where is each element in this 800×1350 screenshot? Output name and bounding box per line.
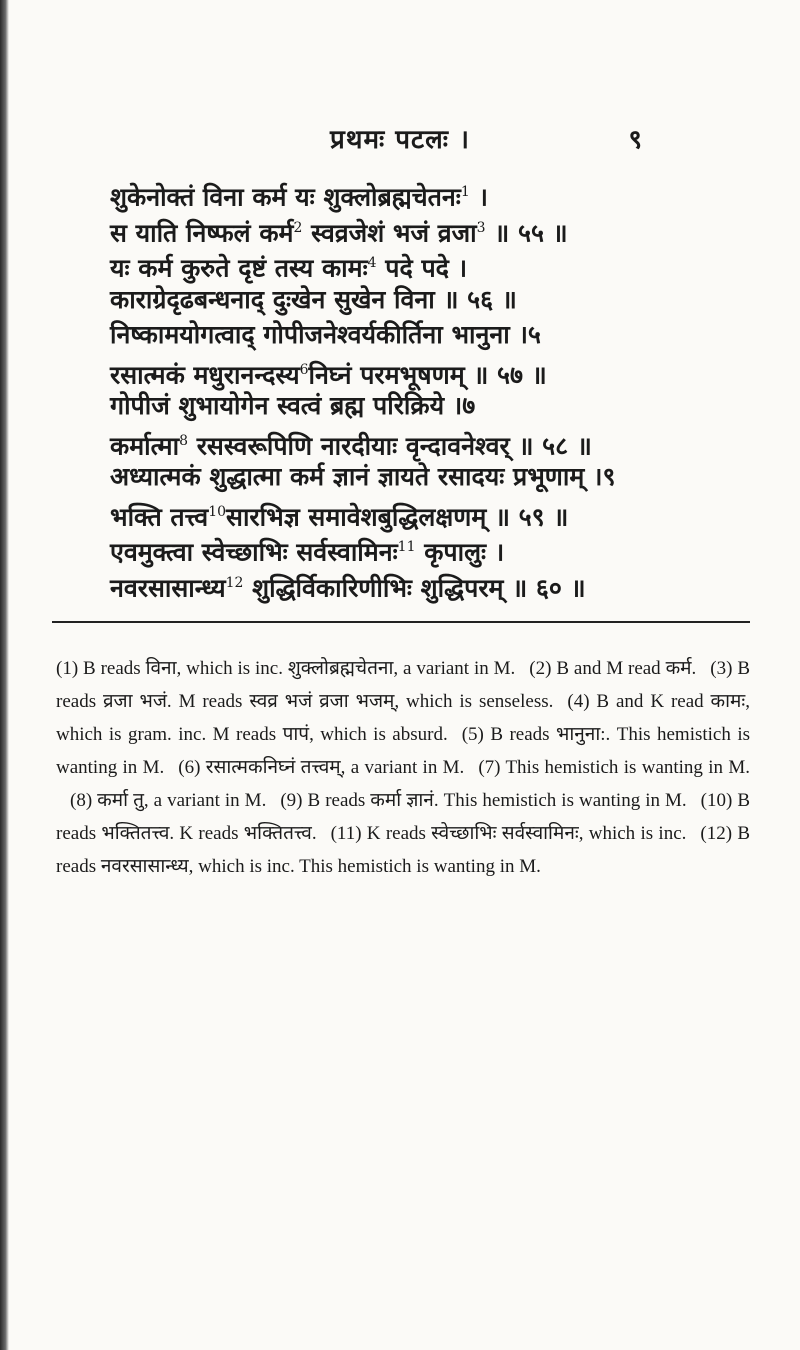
footnote: (8) कर्मा तु, a variant in M. xyxy=(70,790,267,811)
verse-block xyxy=(110,175,710,601)
verse-text: नवरसासान्ध्य xyxy=(110,572,226,602)
footnote-ref: 11 xyxy=(397,539,416,555)
verse-text: निष्कामयोगत्वाद् गोपीजनेश्वर्यकीर्तिना भानुना xyxy=(110,320,510,349)
footnote: (3) B reads व्रजा भजं. M reads स्वव्र भजं व्रजा भजम्, which is senseless. xyxy=(56,658,750,712)
footnotes xyxy=(56,652,750,883)
verse-text-cont: शुद्धिर्विकारिणीभिः शुद्धिपरम् xyxy=(243,572,504,602)
footnote-ref: 2 xyxy=(293,219,303,236)
verse-end-mark: ॥ ६० ॥ xyxy=(503,572,586,602)
footnote-ref: 10 xyxy=(208,503,227,520)
verse-line xyxy=(110,282,710,318)
footnote-divider xyxy=(52,621,750,623)
verse-end-mark: पदे पदे । xyxy=(376,253,468,283)
footnote: (1) B reads विना, which is inc. शुक्लोब्रह्मचेतना, a variant in M. xyxy=(56,658,516,679)
verse-text: एवमुक्त्वा स्वेच्छाभिः सर्वस्वामिनः xyxy=(110,537,398,567)
verse-text: कर्मात्मा xyxy=(110,430,180,460)
verse-text: अध्यात्मकं शुद्धात्मा कर्म ज्ञानं ज्ञायते रसादयः प्रभूणाम् xyxy=(110,462,585,491)
footnote: (11) K reads स्वेच्छाभिः सर्वस्वामिनः, which is inc. xyxy=(330,823,687,844)
verse-line xyxy=(110,246,710,282)
footnote: (2) B and M read कर्म. xyxy=(529,658,697,679)
footnote: (7) This hemistich is wanting in M. xyxy=(478,757,750,778)
verse-text-cont: निघ्नं परमभूषणम् xyxy=(308,359,465,389)
verse-end-mark: ॥ ५८ ॥ xyxy=(509,430,592,460)
verse-line xyxy=(110,317,710,353)
page-number: ९ xyxy=(628,125,642,155)
verse-line xyxy=(110,175,710,211)
verse-line xyxy=(110,459,710,495)
verse-end-mark: । xyxy=(469,182,488,212)
footnote: (12) B reads नवरसासान्ध्य, which is inc. This hemistich is wanting in M. xyxy=(56,823,751,877)
footnote: (10) B reads भक्तितत्त्व. K reads भक्तितत्त्व. xyxy=(56,790,751,844)
footnote-ref: 6 xyxy=(299,361,309,378)
verse-text: भक्ति तत्त्व xyxy=(110,501,209,531)
verse-end-mark: ॥ ५५ ॥ xyxy=(485,217,568,247)
verse-line xyxy=(110,530,710,566)
verse-text: यः कर्म कुरुते दृष्टं तस्य कामः xyxy=(110,253,368,283)
verse-text: गोपीजं शुभायोगेन स्वत्वं ब्रह्म परिक्रिये xyxy=(110,391,445,420)
verse-line xyxy=(110,424,710,460)
verse-text: स याति निष्फलं कर्म xyxy=(110,217,294,247)
verse-end-mark: ।५ xyxy=(509,320,541,349)
page-title: प्रथमः पटलः । xyxy=(330,125,470,155)
footnote-ref: 4 xyxy=(367,255,377,271)
verse-end-mark: ।७ xyxy=(444,391,476,420)
verse-text-cont: सारभिज्ञ समावेशबुद्धिलक्षणम् xyxy=(226,501,487,531)
footnote: (9) B reads कर्मा ज्ञानं. This hemistich is wanting in M. xyxy=(280,790,687,811)
footnote-ref: 8 xyxy=(179,432,188,449)
verse-line xyxy=(110,566,710,602)
footnote-ref: 12 xyxy=(225,574,244,591)
verse-end-mark: ।९ xyxy=(584,462,616,491)
verse-text-cont: स्वव्रजेशं भजं व्रजा xyxy=(302,217,477,247)
footnote-ref: 3 xyxy=(476,219,486,236)
verse-line xyxy=(110,495,710,531)
page-edge-shadow xyxy=(0,0,9,1350)
verse-text-cont: कृपालुः xyxy=(415,537,487,567)
verse-line xyxy=(110,388,710,424)
running-head xyxy=(0,120,800,160)
verse-line xyxy=(110,211,710,247)
footnote: (5) B reads भानुना:. This hemistich is wanting in M. xyxy=(56,724,750,778)
verse-end-mark: । xyxy=(486,537,505,567)
verse-end-mark: ॥ ५९ ॥ xyxy=(486,501,569,531)
verse-line xyxy=(110,353,710,389)
footnote-ref: 1 xyxy=(460,184,470,200)
verse-text: रसात्मकं मधुरानन्दस्य xyxy=(110,359,300,389)
footnote: (4) B and K read कामः, which is gram. inc. M reads पापं, which is absurd. xyxy=(56,691,751,745)
verse-text: शुकेनोक्तं विना कर्म यः शुक्लोब्रह्मचेतनः xyxy=(110,182,461,212)
verse-end-mark: ॥ ५७ ॥ xyxy=(464,359,547,389)
verse-text-cont: रसस्वरूपिणि नारदीयाः वृन्दावनेश्वर् xyxy=(188,430,510,460)
verse-text: काराग्रेदृढबन्धनाद् दुःखेन सुखेन विना ॥ ५६ ॥ xyxy=(110,284,517,314)
footnote: (6) रसात्मकनिघ्नं तत्त्वम्, a variant in M. xyxy=(178,757,465,778)
